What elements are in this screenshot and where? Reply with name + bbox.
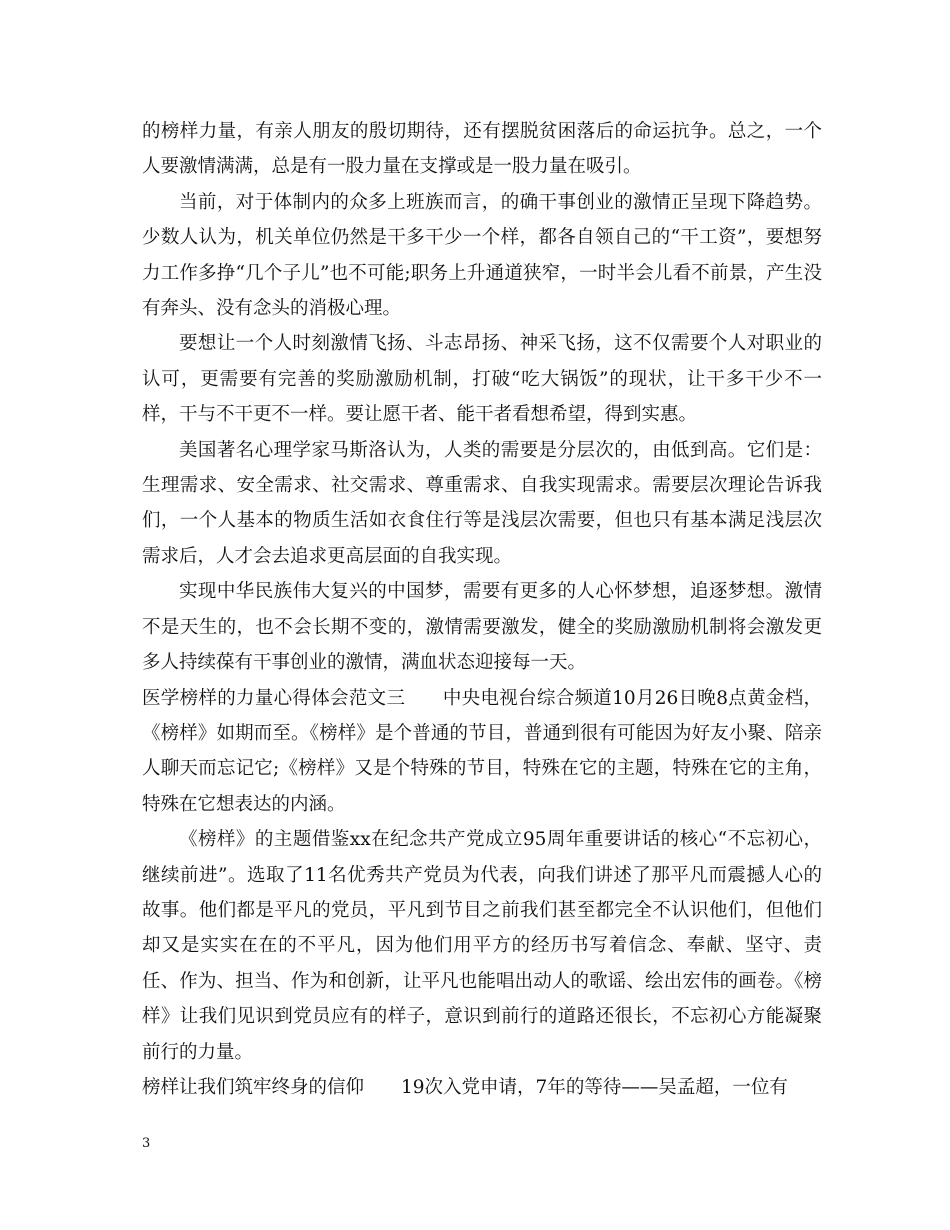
paragraph-6-section-heading: 医学榜样的力量心得体会范文三 中央电视台综合频道10月26日晚8点黄金档，《榜样》如期而至。《榜样》是个普通的节目，普通到很有可能因为好友小聚、陪亲人聊天而忘记它;《榜样》又是个特殊的节目，特殊在它的主题，特殊在它的主角，特殊在它想表达的内涵。 (142, 687, 822, 815)
page-number: 3 (142, 1136, 151, 1151)
paragraph-3: 要想让一个人时刻激情飞扬、斗志昂扬、神采飞扬，这不仅需要个人对职业的认可，更需要有完善的奖励激励机制，打破“吃大锅饭”的现状，让干多干少不一样，干与不干更不一样。要让愿干者、能干者看想希望，得到实惠。 (142, 333, 822, 426)
paragraph-5: 实现中华民族伟大复兴的中国梦，需要有更多的人心怀梦想，追逐梦想。激情不是天生的，也不会长期不变的，激情需要激发，健全的奖励激励机制将会激发更多人持续葆有干事创业的激情，满血状态迎接每一天。 (142, 581, 822, 674)
paragraph-8-section-heading: 榜样让我们筑牢终身的信仰 19次入党申请，7年的等待——吴孟超，一位有 (142, 1076, 788, 1098)
paragraph-7: 《榜样》的主题借鉴xx在纪念共产党成立95周年重要讲话的核心“不忘初心，继续前进”。选取了11名优秀共产党员为代表，向我们讲述了那平凡而震撼人心的故事。他们都是平凡的党员，平凡到节目之前我们甚至都完全不认识他们，但他们却又是实实在在的不平凡，因为他们用平方的经历书写着信念、奉献、坚守、责任、作为、担当、作为和创新，让平凡也能唱出动人的歌谣、绘出宏伟的画卷。《榜样》让我们见识到党员应有的样子，意识到前行的道路还很长，不忘初心方能凝聚前行的力量。 (142, 829, 822, 1063)
paragraph-2: 当前，对于体制内的众多上班族而言，的确干事创业的激情正呈现下降趋势。少数人认为，机关单位仍然是干多干少一个样，都各自领自己的“干工资”，要想努力工作多挣“几个子儿”也不可能;职务上升通道狭窄，一时半会儿看不前景，产生没有奔头、没有念头的消极心理。 (142, 191, 822, 320)
paragraph-4: 美国著名心理学家马斯洛认为，人类的需要是分层次的，由低到高。它们是：生理需求、安全需求、社交需求、尊重需求、自我实现需求。需要层次理论告诉我们，一个人基本的物质生活如衣食住行等是浅层次需要，但也只有基本满足浅层次需求后，人才会去追求更高层面的自我实现。 (142, 439, 822, 567)
document-body (142, 114, 822, 1105)
paragraph-1: 的榜样力量，有亲人朋友的殷切期待，还有摆脱贫困落后的命运抗争。总之，一个人要激情满满，总是有一股力量在支撑或是一股力量在吸引。 (142, 121, 822, 178)
